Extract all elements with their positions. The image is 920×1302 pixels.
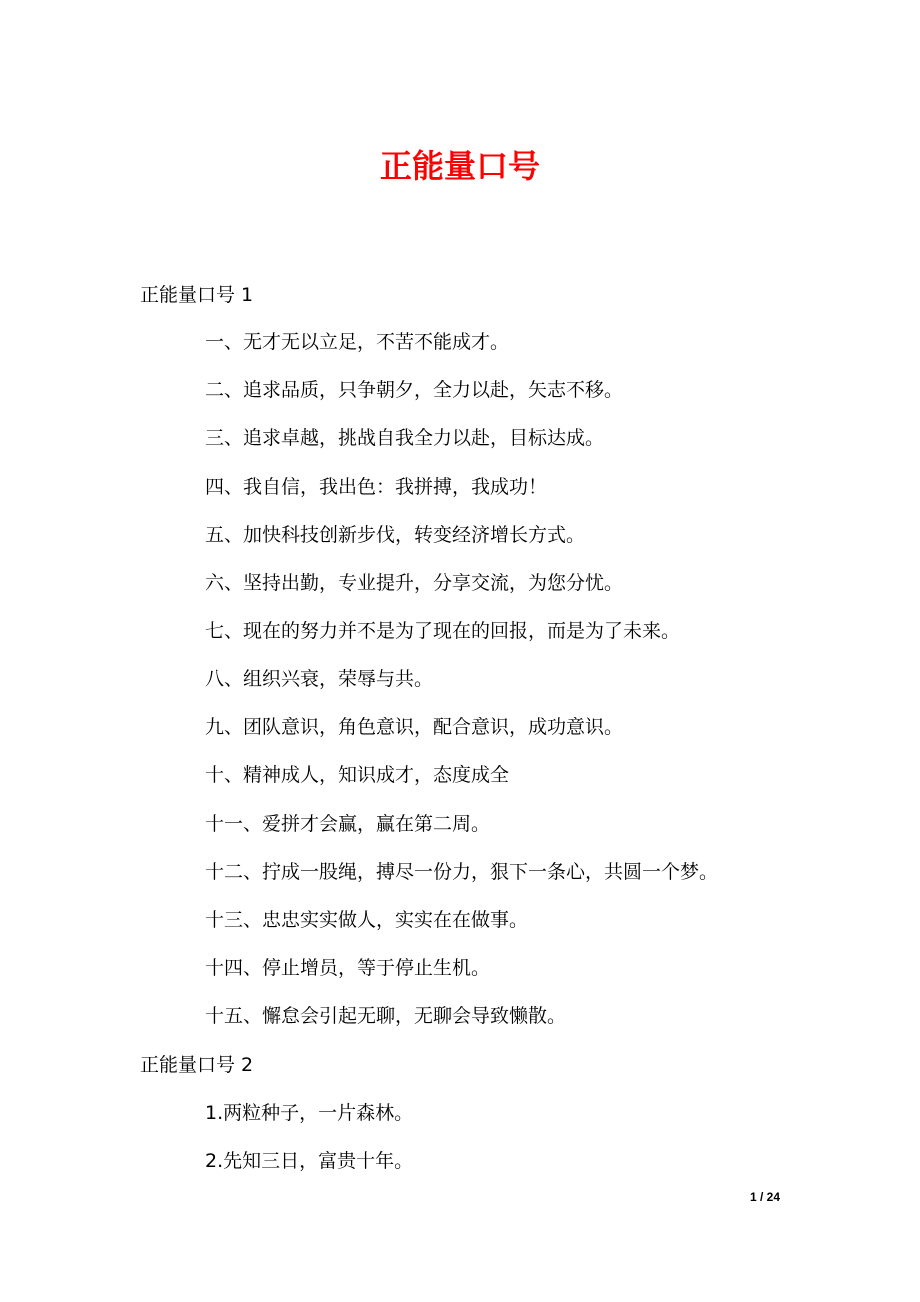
list-item: 二、追求品质，只争朝夕，全力以赴，矢志不移。 [205, 379, 624, 401]
list-item: 2.先知三日，富贵十年。 [205, 1150, 414, 1172]
list-item: 七、现在的努力并不是为了现在的回报，而是为了未来。 [205, 620, 681, 642]
page-number: 1 / 24 [749, 1190, 780, 1204]
list-item: 一、无才无以立足，不苦不能成才。 [205, 331, 510, 353]
list-item: 十三、忠忠实实做人，实实在在做事。 [205, 909, 529, 931]
section-heading: 正能量口号 2 [140, 1054, 254, 1076]
list-item: 六、坚持出勤，专业提升，分享交流，为您分忧。 [205, 572, 624, 594]
list-item: 十四、停止增员，等于停止生机。 [205, 957, 491, 979]
list-item: 三、追求卓越，挑战自我全力以赴，目标达成。 [205, 427, 605, 449]
list-item: 1.两粒种子，一片森林。 [205, 1102, 414, 1124]
list-item: 五、加快科技创新步伐，转变经济增长方式。 [205, 524, 586, 546]
list-item: 十一、爱拼才会赢，赢在第二周。 [205, 813, 491, 835]
section-heading: 正能量口号 1 [140, 284, 254, 306]
list-item: 八、组织兴衰，荣辱与共。 [205, 668, 434, 690]
list-item: 十五、懈怠会引起无聊，无聊会导致懒散。 [205, 1005, 567, 1027]
document-title: 正能量口号 [379, 147, 540, 185]
list-item: 四、我自信，我出色：我拼搏，我成功！ [205, 476, 548, 498]
list-item: 十二、拧成一股绳，搏尽一份力，狠下一条心，共圆一个梦。 [205, 861, 719, 883]
list-item: 九、团队意识，角色意识，配合意识，成功意识。 [205, 716, 624, 738]
list-item: 十、精神成人，知识成才，态度成全 [205, 764, 510, 786]
